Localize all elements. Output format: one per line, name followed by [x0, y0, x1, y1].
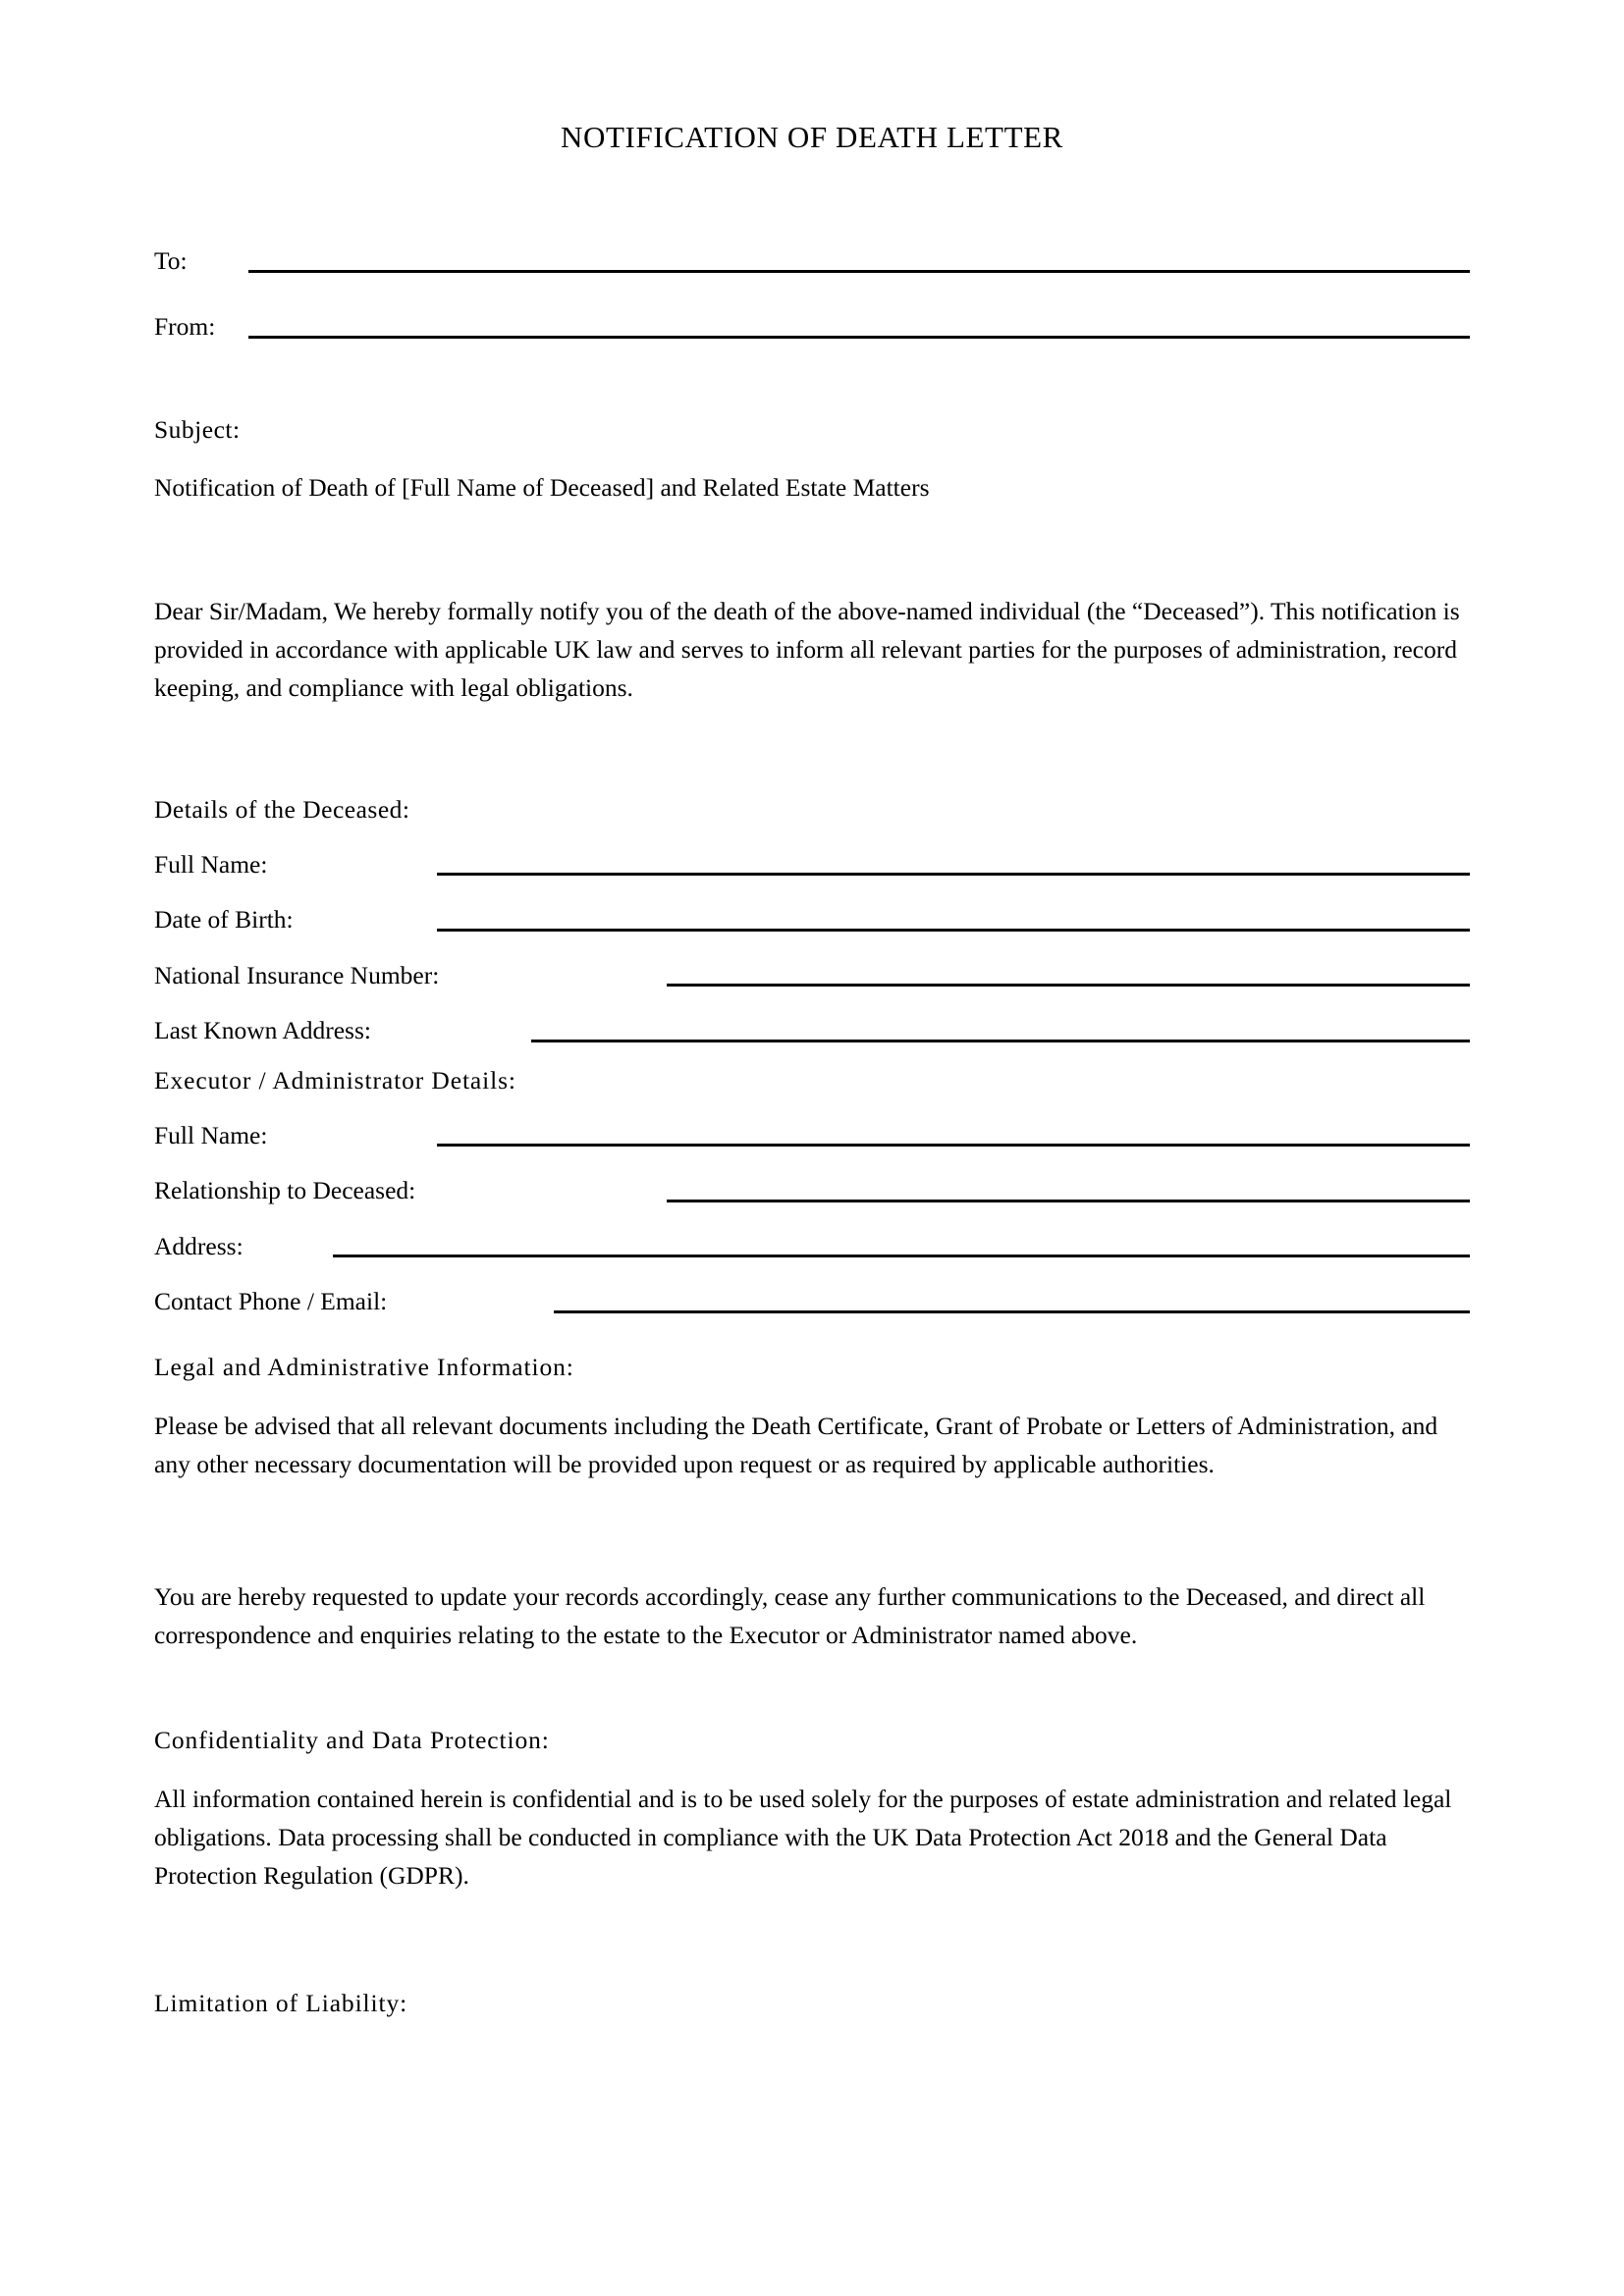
- to-field-label: To:: [154, 246, 188, 275]
- subject-label: Subject:: [154, 415, 241, 444]
- confidentiality-paragraph: All information contained herein is confidential and is to be used solely for the purposes of estate administration and related legal obligations. Data processing shall be conducted in compliance with the UK Data Protection Act 2018 and the General Data Protection Regulation (GDPR).: [154, 1784, 1452, 1890]
- deceased-full-name-row[interactable]: [154, 849, 1470, 879]
- subject-section: [154, 417, 1470, 500]
- deceased-details-heading: Details of the Deceased:: [154, 795, 410, 824]
- deceased-last-address-label: Last Known Address:: [154, 1016, 371, 1044]
- executor-relationship-row[interactable]: [154, 1178, 1470, 1204]
- legal-information-paragraph: Please be advised that all relevant documents including the Death Certificate, Grant of Probate or Letters of Administration, and any other necessary documentation will be provided upon request or as required by applicable authorities.: [154, 1411, 1438, 1478]
- from-field-label: From:: [154, 312, 216, 341]
- deceased-last-address-row[interactable]: [154, 1018, 1470, 1044]
- introduction-section: [154, 592, 1472, 707]
- executor-full-name-row[interactable]: [154, 1120, 1470, 1149]
- executor-address-input-rule[interactable]: [333, 1255, 1470, 1257]
- executor-contact-label: Contact Phone / Email:: [154, 1287, 388, 1315]
- executor-contact-row[interactable]: [154, 1289, 1470, 1315]
- deceased-date-of-birth-input-rule[interactable]: [437, 929, 1470, 932]
- executor-contact-input-rule[interactable]: [554, 1310, 1470, 1313]
- confidentiality-heading: Confidentiality and Data Protection:: [154, 1726, 550, 1754]
- records-update-notice-section: [154, 1577, 1472, 1654]
- deceased-ni-number-row[interactable]: [154, 960, 1470, 989]
- subject-value: Notification of Death of [Full Name of Deceased] and Related Estate Matters: [154, 472, 930, 502]
- executor-full-name-label: Full Name:: [154, 1120, 268, 1149]
- executor-relationship-input-rule[interactable]: [667, 1200, 1470, 1202]
- executor-full-name-input-rule[interactable]: [437, 1144, 1470, 1147]
- sender-field-group: [154, 314, 1470, 341]
- limitation-of-liability-section: [154, 1991, 1472, 2046]
- records-update-notice-paragraph: You are hereby requested to update your records accordingly, cease any further communications to the Deceased, and direct all correspondence and enquiries relating to the estate to the Executor or Administrator named above.: [154, 1582, 1426, 1649]
- deceased-full-name-input-rule[interactable]: [437, 873, 1470, 876]
- page-title: NOTIFICATION OF DEATH LETTER: [561, 120, 1063, 154]
- deceased-ni-number-label: National Insurance Number:: [154, 960, 440, 989]
- confidentiality-section: [154, 1728, 1472, 1895]
- executor-details-heading: Executor / Administrator Details:: [154, 1066, 516, 1095]
- executor-address-row[interactable]: [154, 1231, 1470, 1260]
- deceased-date-of-birth-row[interactable]: [154, 907, 1470, 934]
- limitation-of-liability-heading: Limitation of Liability:: [154, 1989, 408, 2017]
- deceased-last-address-input-rule[interactable]: [531, 1040, 1470, 1042]
- deceased-date-of-birth-label: Date of Birth:: [154, 905, 294, 934]
- legal-information-section: [154, 1355, 1472, 1483]
- deceased-ni-number-input-rule[interactable]: [667, 984, 1470, 987]
- introduction-paragraph: Dear Sir/Madam, We hereby formally notify you of the death of the above-named individual (the “Deceased”). This notification is provided in accordance with applicable UK law and serves to inform all relevant parties for the purposes of administration, record keeping, and compliance with legal obligations.: [154, 597, 1460, 702]
- executor-address-label: Address:: [154, 1231, 244, 1260]
- from-field-row[interactable]: [154, 314, 1470, 341]
- recipient-field-group: [154, 248, 1470, 275]
- legal-information-heading: Legal and Administrative Information:: [154, 1353, 574, 1381]
- to-field-row[interactable]: [154, 248, 1470, 275]
- to-field-input-rule[interactable]: [248, 270, 1470, 273]
- executor-details-section: [154, 1068, 1470, 1315]
- deceased-full-name-label: Full Name:: [154, 849, 268, 879]
- executor-relationship-label: Relationship to Deceased:: [154, 1176, 416, 1204]
- from-field-input-rule[interactable]: [248, 336, 1470, 339]
- deceased-details-section: [154, 797, 1470, 1044]
